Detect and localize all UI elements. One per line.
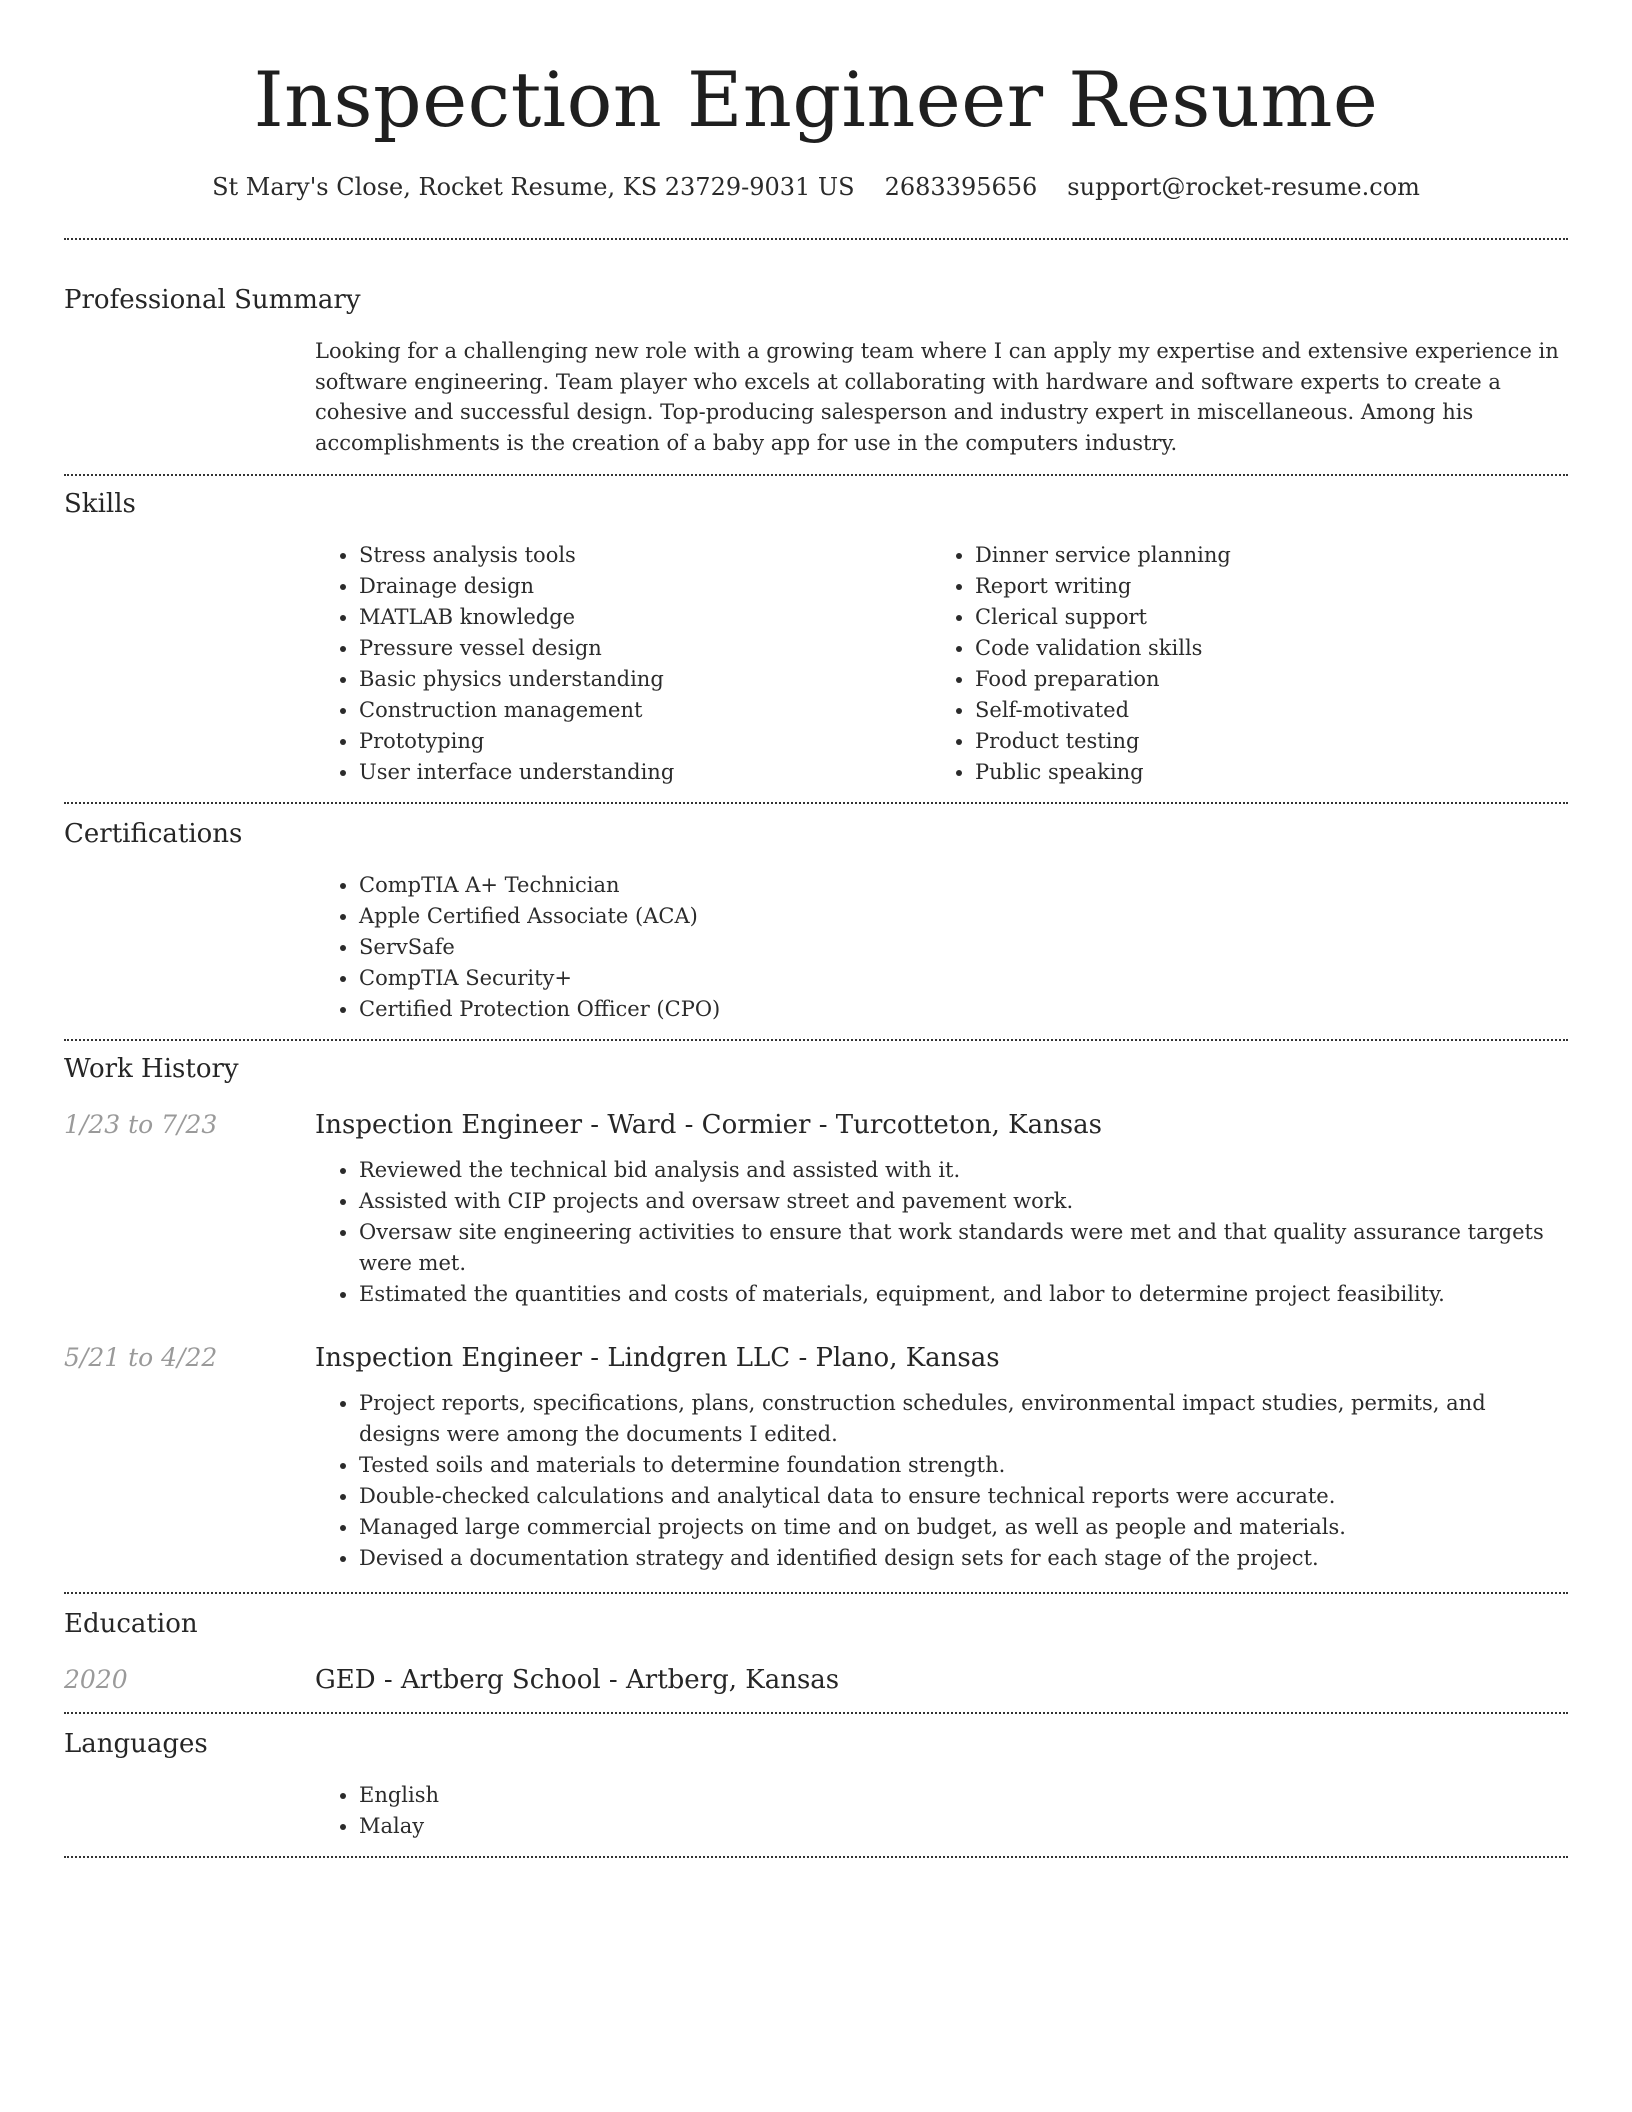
divider (64, 1856, 1568, 1858)
contact-address: St Mary's Close, Rocket Resume, KS 23729-9031 US (212, 173, 855, 201)
section-certifications (64, 804, 1568, 1039)
job-bullet: • Project reports, specifications, plans, construction schedules, environmental impact studies, permits, and designs were among the documents I edited. (359, 1388, 1568, 1450)
contact-email: support@rocket-resume.com (1067, 173, 1420, 201)
skill-item: • Stress analysis tools (359, 540, 931, 571)
languages-list (315, 1780, 1568, 1842)
skill-item: • Prototyping (359, 726, 931, 757)
contact-line (64, 170, 1568, 204)
skill-item: • Public speaking (975, 757, 1547, 788)
education-heading: Education (64, 1609, 198, 1639)
job-entry (64, 1340, 1568, 1376)
summary-content (315, 336, 1568, 474)
skills-content (315, 540, 1568, 802)
skill-item: • Code validation skills (975, 633, 1547, 664)
job-bullets (315, 1155, 1568, 1310)
job-bullet: • Tested soils and materials to determine foundation strength. (359, 1450, 1568, 1481)
job-entry (64, 1107, 1568, 1143)
skill-item: • Product testing (975, 726, 1547, 757)
job-bullet: • Assisted with CIP projects and oversaw street and pavement work. (359, 1186, 1568, 1217)
skill-item: • Construction management (359, 695, 931, 726)
skills-right-column (931, 540, 1547, 788)
summary-text: Looking for a challenging new role with a growing team where I can apply my expertise and extensive experience in software engineering. Team player who excels at collaborating with hardware and software experts to create a cohesive and successful design. Top-producing salesperson and industry expert in miscellaneous. Among his accomplishments is the creation of a baby app for use in the computers industry. (315, 339, 1559, 455)
skills-heading: Skills (64, 489, 136, 519)
languages-content (315, 1780, 1568, 1856)
section-skills (64, 476, 1568, 802)
skill-item: • Report writing (975, 571, 1547, 602)
skill-item: • Food preparation (975, 664, 1547, 695)
skill-item: • Dinner service planning (975, 540, 1547, 571)
certification-item: • CompTIA A+ Technician (359, 870, 1568, 901)
section-work-history (64, 1041, 1568, 1592)
job-bullet: • Estimated the quantities and costs of materials, equipment, and labor to determine project feasibility. (359, 1279, 1568, 1310)
certification-item: • Apple Certified Associate (ACA) (359, 901, 1568, 932)
skill-item: • Basic physics understanding (359, 664, 931, 695)
skill-item: • User interface understanding (359, 757, 931, 788)
education-entry (64, 1662, 1568, 1712)
skill-item: • Drainage design (359, 571, 931, 602)
skills-left-column (315, 540, 931, 788)
languages-heading: Languages (64, 1729, 208, 1759)
certification-item: • ServSafe (359, 932, 1568, 963)
job-dates: 1/23 to 7/23 (64, 1110, 218, 1139)
job-details (315, 1155, 1568, 1310)
language-item: • Malay (359, 1811, 1568, 1842)
section-summary (64, 240, 1568, 474)
job-bullet: • Reviewed the technical bid analysis and assisted with it. (359, 1155, 1568, 1186)
language-item: • English (359, 1780, 1568, 1811)
skill-item: • MATLAB knowledge (359, 602, 931, 633)
certifications-heading: Certifications (64, 819, 243, 849)
summary-heading: Professional Summary (64, 285, 361, 315)
education-year: 2020 (64, 1665, 128, 1694)
job-dates: 5/21 to 4/22 (64, 1343, 218, 1372)
job-bullet: • Double-checked calculations and analytical data to ensure technical reports were accurate. (359, 1481, 1568, 1512)
skill-item: • Clerical support (975, 602, 1547, 633)
job-title: Inspection Engineer - Ward - Cormier - Turcotteton, Kansas (315, 1110, 1102, 1140)
certification-item: • CompTIA Security+ (359, 963, 1568, 994)
job-bullets (315, 1388, 1568, 1574)
certifications-content (315, 870, 1568, 1039)
section-education (64, 1594, 1568, 1712)
skills-right-list (931, 540, 1547, 788)
skill-item: • Pressure vessel design (359, 633, 931, 664)
job-title: Inspection Engineer - Lindgren LLC - Plano, Kansas (315, 1343, 1000, 1373)
skill-item: • Self-motivated (975, 695, 1547, 726)
job-bullet: • Managed large commercial projects on time and on budget, as well as people and materials. (359, 1512, 1568, 1543)
job-bullet: • Devised a documentation strategy and identified design sets for each stage of the project. (359, 1543, 1568, 1574)
certifications-list (315, 870, 1568, 1025)
education-degree: GED - Artberg School - Artberg, Kansas (315, 1665, 840, 1695)
job-bullet: • Oversaw site engineering activities to ensure that work standards were met and that quality assurance targets were met. (359, 1217, 1568, 1279)
job-details (315, 1388, 1568, 1592)
section-languages (64, 1714, 1568, 1856)
page-title: Inspection Engineer Resume (253, 55, 1379, 144)
skills-left-list (315, 540, 931, 788)
certification-item: • Certified Protection Officer (CPO) (359, 994, 1568, 1025)
contact-phone: 2683395656 (884, 173, 1038, 201)
work-heading: Work History (64, 1054, 239, 1084)
